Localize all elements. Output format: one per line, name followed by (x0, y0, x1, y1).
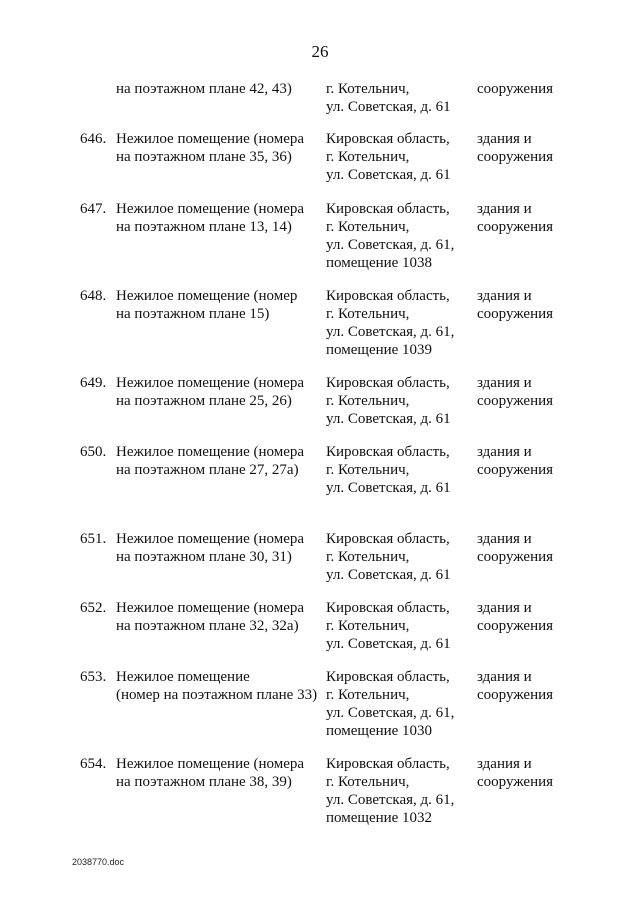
property-description: Нежилое помещение (номера на поэтажном плане 13, 14) (116, 201, 305, 235)
document-filename: 2038770.doc (72, 857, 125, 867)
property-address: Кировская область, г. Котельнич, ул. Советская, д. 61, помещение 1032 (326, 756, 455, 826)
property-description: Нежилое помещение (номер на поэтажном плане 33) (116, 669, 318, 703)
property-address: Кировская область, г. Котельнич, ул. Советская, д. 61 (326, 531, 451, 583)
row-number: 646. (80, 131, 107, 147)
row-number: 647. (80, 201, 107, 217)
property-address: Кировская область, г. Котельнич, ул. Советская, д. 61 (326, 600, 451, 652)
property-description: Нежилое помещение (номера на поэтажном плане 38, 39) (116, 756, 305, 790)
property-address: Кировская область, г. Котельнич, ул. Советская, д. 61 (326, 444, 451, 496)
row-number: 648. (80, 288, 107, 304)
property-description: Нежилое помещение (номера на поэтажном плане 30, 31) (116, 531, 305, 565)
property-type: здания и сооружения (477, 756, 554, 790)
property-type: здания и сооружения (477, 288, 554, 322)
row-number: 651. (80, 531, 107, 547)
property-type: здания и сооружения (477, 375, 554, 409)
property-address: Кировская область, г. Котельнич, ул. Советская, д. 61, помещение 1030 (326, 669, 455, 739)
property-address: Кировская область, г. Котельнич, ул. Советская, д. 61 (326, 131, 451, 183)
property-type: здания и сооружения (477, 131, 554, 165)
property-address: Кировская область, г. Котельнич, ул. Советская, д. 61 (326, 375, 451, 427)
property-description: Нежилое помещение (номера на поэтажном плане 32, 32а) (116, 600, 305, 634)
property-type: сооружения (477, 81, 554, 97)
property-description: на поэтажном плане 42, 43) (116, 81, 292, 97)
property-description: Нежилое помещение (номер на поэтажном плане 15) (116, 288, 298, 322)
row-number: 650. (80, 444, 107, 460)
property-type: здания и сооружения (477, 531, 554, 565)
property-address: Кировская область, г. Котельнич, ул. Советская, д. 61, помещение 1038 (326, 201, 455, 271)
property-description: Нежилое помещение (номера на поэтажном плане 25, 26) (116, 375, 305, 409)
row-number: 654. (80, 756, 107, 772)
property-type: здания и сооружения (477, 201, 554, 235)
property-type: здания и сооружения (477, 444, 554, 478)
row-number: 652. (80, 600, 107, 616)
property-description: Нежилое помещение (номера на поэтажном плане 27, 27а) (116, 444, 305, 478)
page-number: 26 (311, 42, 329, 61)
property-address: Кировская область, г. Котельнич, ул. Советская, д. 61, помещение 1039 (326, 288, 455, 358)
row-number: 653. (80, 669, 107, 685)
property-type: здания и сооружения (477, 669, 554, 703)
property-type: здания и сооружения (477, 600, 554, 634)
property-address: г. Котельнич, ул. Советская, д. 61 (326, 81, 451, 115)
property-description: Нежилое помещение (номера на поэтажном плане 35, 36) (116, 131, 305, 165)
row-number: 649. (80, 375, 107, 391)
